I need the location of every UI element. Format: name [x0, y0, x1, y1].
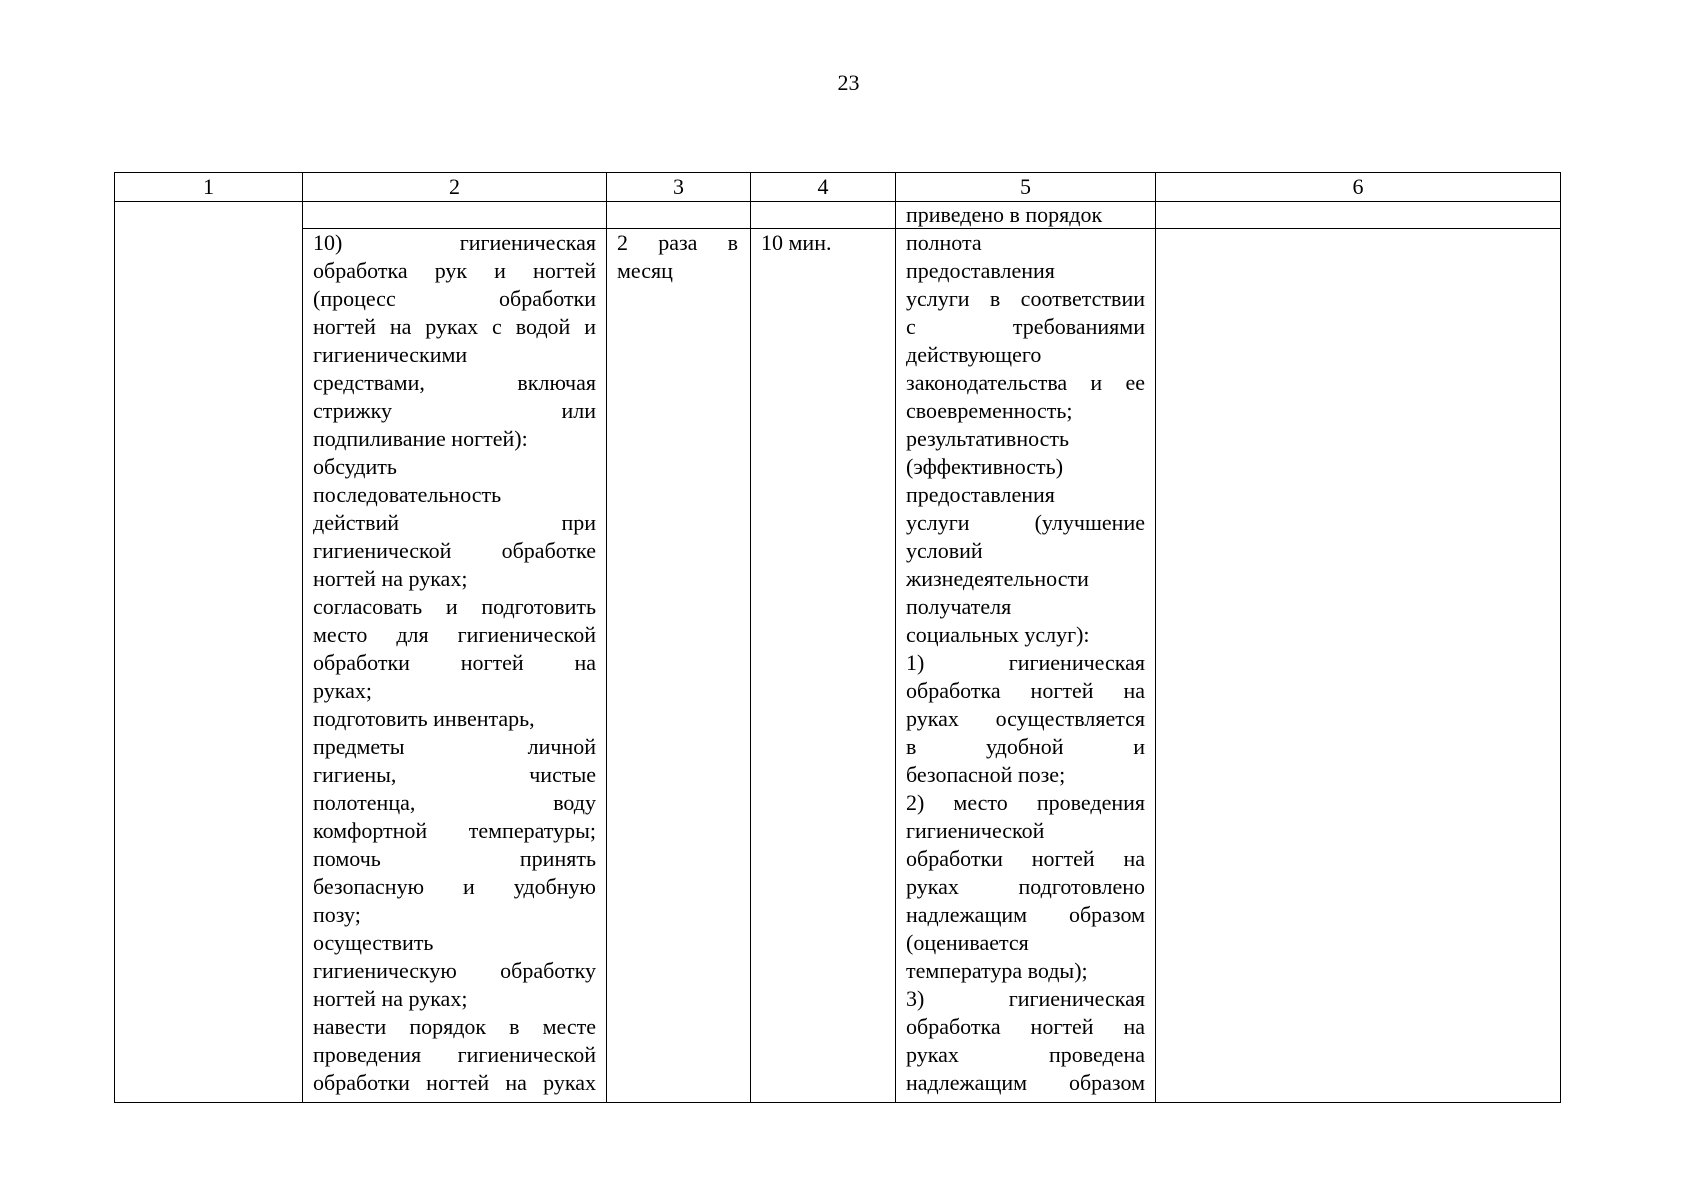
service-description-line: гигиеническую обработку — [313, 958, 596, 983]
quality-indicator-line: получателя — [906, 594, 1012, 619]
service-description-line: гигиенической обработке — [313, 538, 596, 563]
quality-indicator-line: 2) место проведения — [906, 790, 1145, 815]
column-header-3: 3 — [607, 173, 751, 202]
quality-indicator-line: полнота — [906, 230, 982, 255]
quality-indicator-line: обработки ногтей на — [906, 846, 1145, 871]
service-description-line: согласовать и подготовить — [313, 594, 596, 619]
quality-indicator-line: предоставления — [906, 258, 1055, 283]
service-description-line: подготовить инвентарь, — [313, 706, 535, 731]
service-description-line: осуществить — [313, 930, 434, 955]
service-description-line: ногтей на руках с водой и — [313, 314, 596, 339]
service-description-line: полотенца, воду — [313, 790, 596, 815]
continuation-row — [115, 202, 1561, 229]
quality-indicator-line: 3) гигиеническая — [906, 986, 1145, 1011]
quality-indicator-line: (эффективность) — [906, 454, 1064, 479]
service-description-line: ногтей на руках; — [313, 986, 468, 1011]
service-description-line: средствами, включая — [313, 370, 596, 395]
service-row — [115, 229, 1561, 1103]
quality-indicator-line: гигиенической — [906, 818, 1045, 843]
frequency-line-1: 2 раза в — [617, 230, 738, 255]
service-description-line: действий при — [313, 510, 596, 535]
service-description-line: помочь принять — [313, 846, 596, 871]
service-description-line: место для гигиенической — [313, 622, 596, 647]
quality-indicator-line: действующего — [906, 342, 1042, 367]
quality-indicator-line: 1) гигиеническая — [906, 650, 1145, 675]
service-description-line: предметы личной — [313, 734, 596, 759]
quality-indicator-line: безопасной позе; — [906, 762, 1066, 787]
service-description-line: обработка рук и ногтей — [313, 258, 596, 283]
service-description-line: обработки ногтей на — [313, 650, 596, 675]
quality-indicator-line: услуги в соответствии — [906, 286, 1145, 311]
cell-col1 — [115, 202, 303, 1103]
quality-indicator-line: руках проведена — [906, 1042, 1145, 1067]
notes-cell — [1156, 229, 1561, 1103]
service-description-line: обсудить — [313, 454, 397, 479]
service-description-line: позу; — [313, 902, 361, 927]
service-description-line: подпиливание ногтей): — [313, 426, 528, 451]
service-description-line: проведения гигиенической — [313, 1042, 596, 1067]
quality-indicator-line: социальных услуг): — [906, 622, 1090, 647]
column-header-2: 2 — [303, 173, 607, 202]
quality-indicator-line: с требованиями — [906, 314, 1145, 339]
page-number: 23 — [837, 70, 860, 95]
service-standard-table — [114, 172, 1561, 1103]
service-description-line: 10) гигиеническая — [313, 230, 596, 255]
quality-indicator-line: условий — [906, 538, 983, 563]
header-row — [115, 173, 1561, 202]
quality-indicator-line: обработка ногтей на — [906, 678, 1145, 703]
column-header-1: 1 — [115, 173, 303, 202]
cont-cell-col3 — [607, 202, 751, 229]
cont-cell-col2 — [303, 202, 607, 229]
column-header-4: 4 — [751, 173, 896, 202]
quality-indicator-line: надлежащим образом — [906, 1070, 1145, 1095]
quality-indicator-line: руках осуществляется — [906, 706, 1145, 731]
service-description-line: гигиены, чистые — [313, 762, 596, 787]
quality-indicator-line: (оценивается — [906, 930, 1029, 955]
quality-indicators-cell — [896, 229, 1156, 1103]
quality-indicator-line: в удобной и — [906, 734, 1145, 759]
quality-indicator-line: предоставления — [906, 482, 1055, 507]
service-description-line: стрижку или — [313, 398, 596, 423]
cont-cell-col5: приведено в порядок — [896, 202, 1156, 229]
quality-indicator-line: обработка ногтей на — [906, 1014, 1145, 1039]
quality-indicator-line: надлежащим образом — [906, 902, 1145, 927]
column-header-6: 6 — [1156, 173, 1561, 202]
service-description-line: обработки ногтей на руках — [313, 1070, 596, 1095]
service-description-line: руках; — [313, 678, 372, 703]
column-header-5: 5 — [896, 173, 1156, 202]
quality-indicator-line: результативность — [906, 426, 1070, 451]
duration-cell: 10 мин. — [751, 229, 896, 1103]
service-description-line: ногтей на руках; — [313, 566, 468, 591]
quality-indicator-line: услуги (улучшение — [906, 510, 1145, 535]
cont-cell-col4 — [751, 202, 896, 229]
service-description-line: безопасную и удобную — [313, 874, 596, 899]
frequency-cell — [607, 229, 751, 1103]
service-description-line: последовательность — [313, 482, 502, 507]
service-description-line: гигиеническими — [313, 342, 468, 367]
quality-indicator-line: руках подготовлено — [906, 874, 1145, 899]
service-description-line: (процесс обработки — [313, 286, 596, 311]
quality-indicator-line: жизнедеятельности — [906, 566, 1089, 591]
quality-indicator-line: температура воды); — [906, 958, 1088, 983]
cont-cell-col6 — [1156, 202, 1561, 229]
frequency-line-2: месяц — [617, 258, 673, 283]
quality-indicator-line: законодательства и ее — [906, 370, 1145, 395]
service-description-line: комфортной температуры; — [313, 818, 596, 843]
quality-indicator-line: своевременность; — [906, 398, 1073, 423]
service-description-line: навести порядок в месте — [313, 1014, 596, 1039]
service-description-cell — [303, 229, 607, 1103]
